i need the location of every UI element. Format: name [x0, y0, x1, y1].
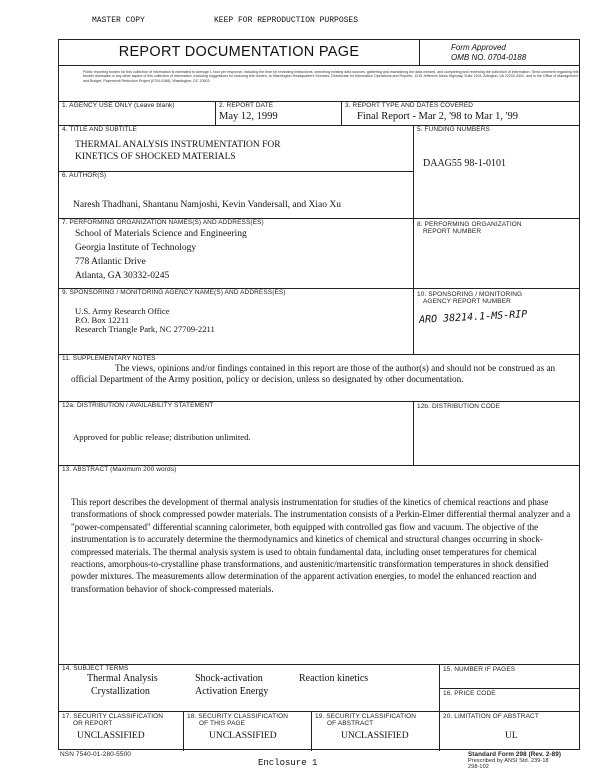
- burden-statement: Public reporting burden for this collection of information is estimated to average 1 hour per response, including the time for reviewing instructions, searching existing data sources, gathering and maintaining the data needed, and completing and reviewing the collection of information. Send comment regarding this burden estimates or any other aspect of this collection of information, including suggestions for reducing this burden, to Washington Headquarters Services, Directorate for Information Operations and Reports, 1215 Jefferson Davis Highway, Suite 1204, Arlington, VA 22202-4302, and to the Office of Management and Budget, Paperwork Reduction Project (0704-0188), Washington, DC 20503.: [83, 70, 579, 83]
- perf-org-label: 7. PERFORMING ORGANIZATION NAMES(S) AND ADDRESS(ES): [62, 219, 264, 226]
- perf-report-label: 8. PERFORMING ORGANIZATION: [417, 221, 522, 228]
- abstract-text: This report describes the development of thermal analysis instrumentation for studies of the kinetics of chemical reactions and phase transformations of shock compressed powder materials. The instrumentation consists of a Perkin-Elmer differential thermal analyzer and a "power-compensated" differential scanning calorimeter, both equipped with controlled gas flow and vacuum. The objective of the instrumentation is to accurately determine the thermodynamics and kinetics of chemical and structural changes occurring in shock-compressed materials. The thermal analysis system is used to obtain fundamental data, including onset temperatures for chemical reactions, amorphous-to-crystalline phase transformations, and austenitic/martensitic transformation temperatures in shock densified powder mixtures. The measurements allow determination of the apparent activation energies, to model the enhanced reaction and transformation behavior of shock-compressed materials.: [71, 497, 571, 594]
- abstract-label: 13. ABSTRACT (Maximum 200 words): [62, 466, 177, 473]
- keep-header: KEEP FOR REPRODUCTION PURPOSES: [214, 16, 359, 25]
- authors: Naresh Thadhani, Shantanu Namjoshi, Kevin Vandersall, and Xiao Xu: [73, 200, 341, 210]
- report-type-label: 3. REPORT TYPE AND DATES COVERED: [345, 102, 474, 109]
- perf-org-line: Georgia Institute of Technology: [75, 243, 197, 253]
- limitation-value: UL: [505, 731, 518, 741]
- agency-use-label: 1. AGENCY USE ONLY (Leave blank): [62, 102, 175, 109]
- report-date-label: 2. REPORT DATE: [219, 102, 274, 109]
- subject-term: Crystallization: [91, 686, 150, 697]
- standard-form-code: 298-102: [468, 764, 489, 770]
- sponsor-line: P.O. Box 12211: [75, 315, 130, 325]
- sponsor-report-label-2: AGENCY REPORT NUMBER: [423, 298, 511, 305]
- omb-number: OMB NO. 0704-0188: [451, 53, 527, 62]
- sponsor-report-label: 10. SPONSORING / MONITORING: [417, 291, 523, 298]
- supp-notes: The views, opinions and/or findings contained in this report are those of the author(s) and should not be construed as an official Department of the Army position, policy or decision, unless so designated by other documentation.: [71, 363, 556, 384]
- sec17-label-2: OR REPORT: [73, 720, 113, 727]
- funding-label: 5. FUNDING NUMBERS: [417, 126, 490, 133]
- sec18-label: 18. SECURITY CLASSIFICATION: [187, 713, 289, 720]
- report-form: [58, 39, 580, 750]
- title-label: 4. TITLE AND SUBTITLE: [62, 126, 137, 133]
- authors-label: 6. AUTHOR(S): [62, 172, 107, 179]
- sponsor-report-number: ARO 38214.1-MS-RIP: [418, 309, 528, 326]
- sec17-value: UNCLASSIFIED: [77, 731, 145, 741]
- sponsor-line: Research Triangle Park, NC 27709-2211: [75, 324, 215, 334]
- subject-term: Reaction kinetics: [299, 673, 369, 684]
- title-line-1: THERMAL ANALYSIS INSTRUMENTATION FOR: [75, 140, 281, 150]
- perf-org-line: Atlanta, GA 30332-0245: [75, 271, 170, 281]
- perf-report-label-2: REPORT NUMBER: [423, 228, 482, 235]
- master-copy-header: MASTER COPY: [92, 16, 145, 25]
- form-title: REPORT DOCUMENTATION PAGE: [118, 44, 360, 60]
- sponsor-label: 9. SPONSORING / MONITORING AGENCY NAME(S) AND ADDRESS(ES): [62, 289, 286, 296]
- report-type: Final Report - Mar 2, '98 to Mar 1, '99: [357, 111, 518, 122]
- num-pages-label: 15. NUMBER IF PAGES: [443, 666, 516, 673]
- distribution-code-label: 12b. DISTRIBUTION CODE: [417, 403, 501, 410]
- title-line-2: KINETICS OF SHOCKED MATERIALS: [75, 152, 236, 162]
- sec17-label: 17. SECURITY CLASSIFICATION: [62, 713, 164, 720]
- form-approved: Form Approved: [451, 43, 506, 52]
- sec18-label-2: OF THIS PAGE: [199, 720, 246, 727]
- standard-form: Standard Form 298 (Rev. 2-89): [468, 751, 562, 758]
- nsn-number: NSN 7540-01-280-5500: [60, 751, 132, 758]
- subject-term: Shock-activation: [195, 673, 263, 684]
- sec19-value: UNCLASSIFIED: [341, 731, 409, 741]
- sponsor-line: U.S. Army Research Office: [75, 306, 170, 316]
- limitation-label: 20. LIMITATION OF ABSTRACT: [443, 713, 539, 720]
- price-code-label: 16. PRICE CODE: [443, 690, 496, 697]
- perf-org-line: 778 Atlantic Drive: [75, 257, 146, 267]
- sec19-label: 19. SECURITY CLASSIFICATION: [315, 713, 417, 720]
- distribution-statement: Approved for public release; distribution unlimited.: [73, 432, 251, 442]
- standard-form-ansi: Prescribed by ANSI Std. 239-18: [468, 758, 549, 764]
- sec19-label-2: OF ABSTRACT: [327, 720, 374, 727]
- supp-notes-label: 11. SUPPLEMENTARY NOTES: [62, 355, 156, 362]
- report-date: May 12, 1999: [219, 111, 278, 122]
- perf-org-line: School of Materials Science and Engineering: [75, 229, 247, 239]
- funding-number: DAAG55 98-1-0101: [423, 158, 507, 169]
- sec18-value: UNCLASSIFIED: [209, 731, 277, 741]
- subject-term: Activation Energy: [195, 686, 269, 697]
- enclosure-label: Enclosure 1: [258, 758, 318, 768]
- subject-terms-label: 14. SUBJECT TERMS: [62, 665, 129, 672]
- distribution-label: 12a. DISTRIBUTION / AVAILABILITY STATEMENT: [62, 402, 214, 409]
- subject-term: Thermal Analysis: [87, 673, 158, 684]
